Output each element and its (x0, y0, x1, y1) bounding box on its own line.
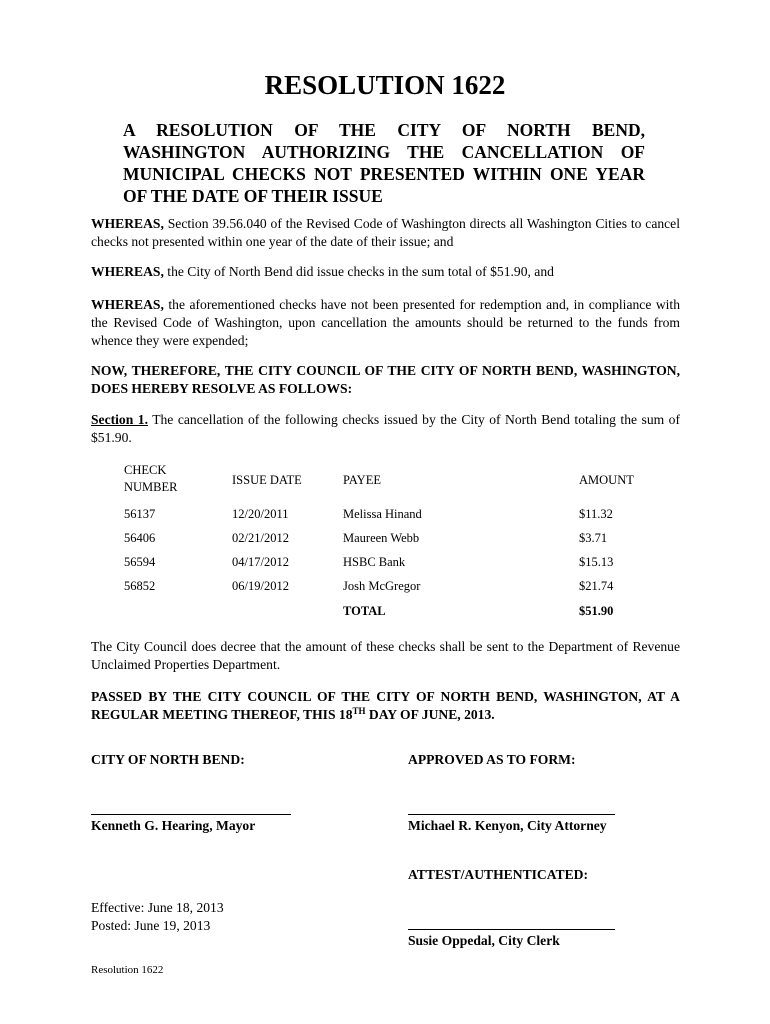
passed-ordinal-suffix: TH (352, 706, 366, 716)
payee-cell: Josh McGregor (343, 579, 421, 593)
check-number-cell: 56852 (124, 579, 156, 593)
check-number-cell: 56137 (124, 507, 156, 521)
attorney-signature-line (408, 814, 615, 815)
issue-date-cell: 02/21/2012 (232, 531, 289, 545)
header-check-label: CHECK (124, 463, 167, 477)
whereas-paragraph-2 (91, 263, 680, 281)
header-check-number (124, 462, 177, 496)
whereas-text: the City of North Bend did issue checks in the sum total of $51.90, and (163, 264, 554, 279)
decree-paragraph: The City Council does decree that the amount of these checks shall be sent to the Department of Revenue Unclaimed Properties Department. (91, 639, 680, 672)
mayor-name: Kenneth G. Hearing, Mayor (91, 818, 256, 833)
check-number-cell: 56594 (124, 555, 156, 569)
table-row (0, 579, 770, 599)
clerk-name: Susie Oppedal, City Clerk (408, 933, 560, 948)
table-total-row (0, 604, 770, 624)
payee-cell: Maureen Webb (343, 531, 420, 545)
city-heading: CITY OF NORTH BEND: (91, 752, 245, 767)
whereas-lead: WHEREAS, (91, 216, 164, 231)
mayor-signature-line (91, 814, 291, 815)
whereas-lead: WHEREAS, (91, 297, 164, 312)
table-row (0, 507, 770, 527)
table-row (0, 531, 770, 551)
table-row (0, 555, 770, 575)
page-title: RESOLUTION 1622 (264, 70, 506, 100)
whereas-paragraph-3 (91, 296, 680, 350)
issue-date-cell: 06/19/2012 (232, 579, 289, 593)
section-1-paragraph (91, 411, 680, 447)
total-amount: $51.90 (579, 604, 614, 618)
whereas-text: Section 39.56.040 of the Revised Code of Washington directs all Washington Cities to cancel checks not presented within one year of the date of their issue; and (91, 216, 680, 249)
passed-clause (91, 688, 680, 724)
amount-cell: $15.13 (579, 555, 614, 569)
amount-cell: $21.74 (579, 579, 614, 593)
section-1-label: Section 1. (91, 412, 148, 427)
total-label: TOTAL (343, 604, 386, 618)
header-number-label: NUMBER (124, 480, 178, 494)
whereas-paragraph-1 (91, 215, 680, 251)
effective-date: Effective: June 18, 2013 (91, 900, 224, 915)
payee-cell: Melissa Hinand (343, 507, 422, 521)
resolution-subtitle: A RESOLUTION OF THE CITY OF NORTH BEND, WASHINGTON AUTHORIZING THE CANCELLATION OF MUNICIPAL CHECKS NOT PRESENTED WITHIN ONE YEAR OF THE DATE OF THEIR ISSUE (123, 120, 645, 206)
whereas-text: the aforementioned checks have not been presented for redemption and, in compliance with the Revised Code of Washington, upon cancellation the amounts should be returned to the funds from whence they were expended; (91, 297, 680, 348)
approved-heading: APPROVED AS TO FORM: (408, 752, 576, 767)
whereas-lead: WHEREAS, (91, 264, 164, 279)
issue-date-cell: 04/17/2012 (232, 555, 289, 569)
attorney-name: Michael R. Kenyon, City Attorney (408, 818, 607, 833)
header-issue-date: ISSUE DATE (232, 473, 302, 487)
dates-block (91, 899, 224, 935)
amount-cell: $11.32 (579, 507, 613, 521)
payee-cell: HSBC Bank (343, 555, 406, 569)
check-number-cell: 56406 (124, 531, 156, 545)
issue-date-cell: 12/20/2011 (232, 507, 289, 521)
attest-heading: ATTEST/AUTHENTICATED: (408, 867, 589, 882)
now-therefore-clause: NOW, THEREFORE, THE CITY COUNCIL OF THE CITY OF NORTH BEND, WASHINGTON, DOES HEREBY RESOLVE AS FOLLOWS: (91, 363, 680, 396)
header-payee: PAYEE (343, 473, 381, 487)
passed-text: PASSED BY THE CITY COUNCIL OF THE CITY OF NORTH BEND, WASHINGTON, AT A REGULAR MEETING THEREOF, THIS 18 (91, 689, 680, 722)
amount-cell: $3.71 (579, 531, 608, 545)
clerk-signature-line (408, 929, 615, 930)
checks-table (0, 462, 770, 622)
passed-text-end: DAY OF JUNE, 2013. (365, 707, 495, 722)
page-footer: Resolution 1622 (91, 964, 164, 976)
header-amount: AMOUNT (579, 473, 634, 487)
posted-date: Posted: June 19, 2013 (91, 918, 211, 933)
section-1-text: The cancellation of the following checks issued by the City of North Bend totaling the sum of $51.90. (91, 412, 680, 445)
